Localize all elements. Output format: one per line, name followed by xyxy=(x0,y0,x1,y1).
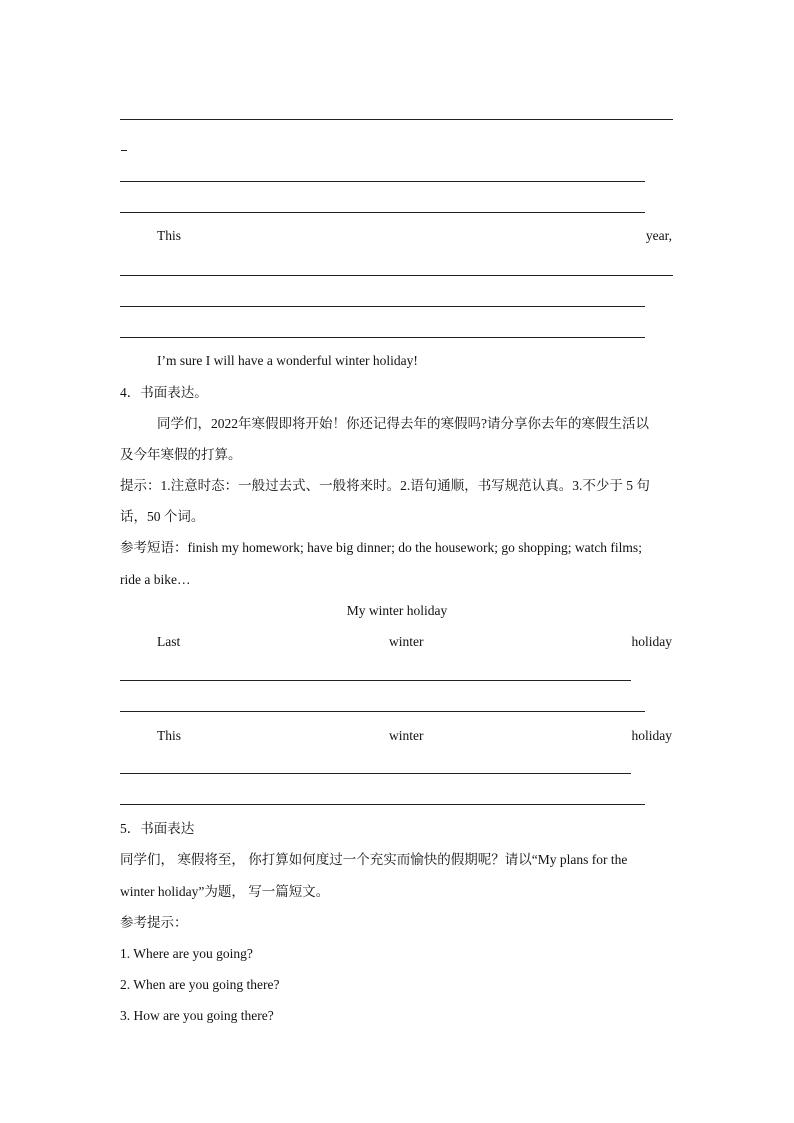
question-5-hint-2: 2. When are you going there? xyxy=(120,977,280,992)
row1-word-1: Last xyxy=(157,634,181,649)
question-4-reference-phrases-cont: ride a bike… xyxy=(120,572,191,587)
row2-word-2: winter xyxy=(389,728,424,743)
this-word: This xyxy=(157,228,182,243)
question-5-hint-label: 参考提示： xyxy=(120,915,188,930)
answer-line xyxy=(120,181,645,182)
row2-word-1: This xyxy=(157,728,182,743)
question-4-hint: 提示：1.注意时态：一般过去式、一般将来时。2.语句通顺，书写规范认真。3.不少于 5 句 xyxy=(120,478,650,493)
question-4-reference-phrases: 参考短语：finish my homework; have big dinner; do the housework; go shopping; watch films; xyxy=(120,540,642,555)
answer-line xyxy=(120,275,673,276)
row1-word-2: winter xyxy=(389,634,424,649)
answer-line xyxy=(120,680,631,681)
question-5-title: 5．书面表达 xyxy=(120,821,195,836)
question-5-hint-3: 3. How are you going there? xyxy=(120,1008,274,1023)
answer-line xyxy=(120,337,645,338)
question-5-prompt-cont: winter holiday”为题， 写一篇短文。 xyxy=(120,884,330,899)
answer-line xyxy=(120,804,645,805)
answer-line xyxy=(120,306,645,307)
question-5-prompt: 同学们， 寒假将至， 你打算如何度过一个充实而愉快的假期呢？请以“My plans for the xyxy=(120,852,628,867)
question-4-hint-cont: 话，50 个词。 xyxy=(120,509,205,524)
row1-word-3: holiday xyxy=(631,634,672,649)
question-5-hint-1: 1. Where are you going? xyxy=(120,946,253,961)
answer-line xyxy=(120,711,645,712)
answer-line-stub xyxy=(121,150,127,151)
question-4-title: 4．书面表达。 xyxy=(120,385,208,400)
question-4-prompt: 同学们，2022年寒假即将开始！你还记得去年的寒假吗?请分享你去年的寒假生活以 xyxy=(157,416,649,431)
closing-sentence: I’m sure I will have a wonderful winter holiday! xyxy=(157,353,418,368)
answer-line xyxy=(120,212,645,213)
year-word: year, xyxy=(645,228,672,243)
row2-word-3: holiday xyxy=(631,728,672,743)
essay-title: My winter holiday xyxy=(346,603,448,618)
answer-line xyxy=(120,119,673,120)
question-4-prompt-cont: 及今年寒假的打算。 xyxy=(120,447,242,462)
answer-line xyxy=(120,773,631,774)
